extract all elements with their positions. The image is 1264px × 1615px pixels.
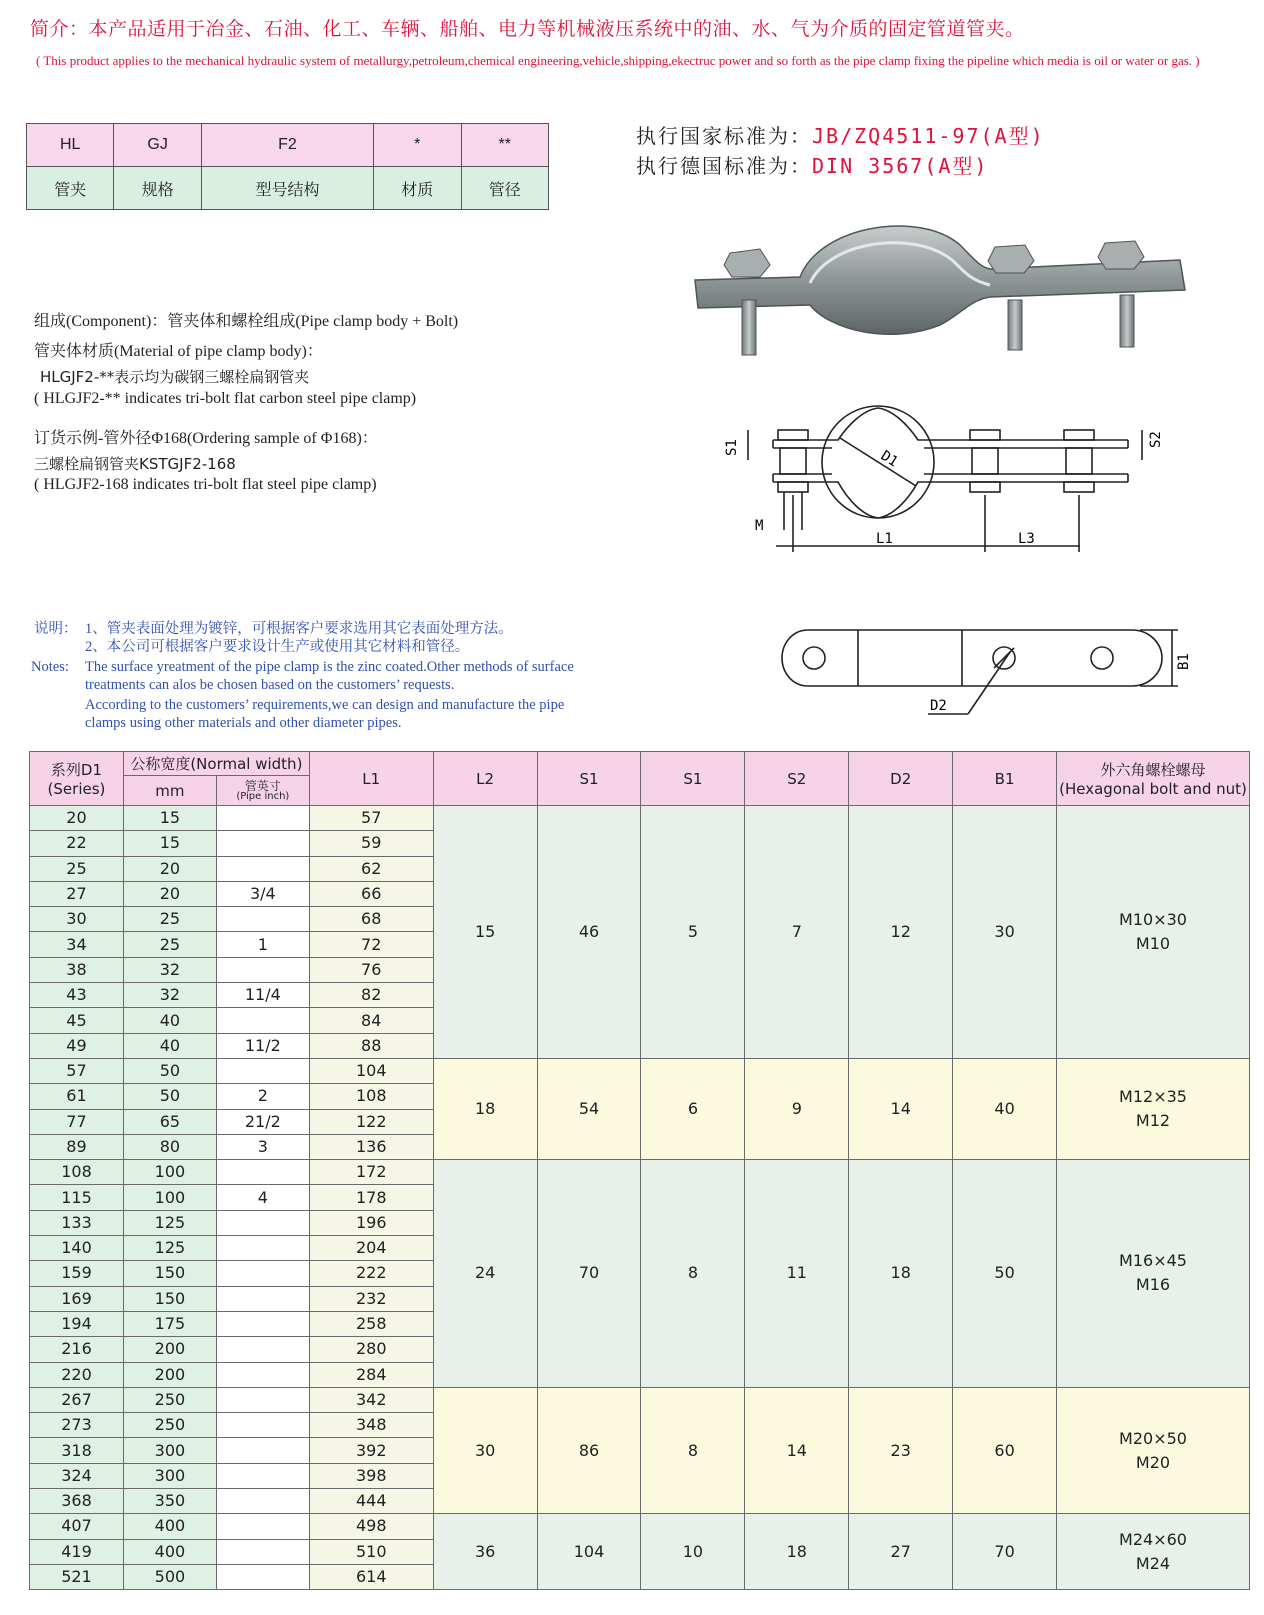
code-cell: *	[374, 124, 461, 167]
mm-cell: 15	[123, 806, 216, 831]
bolt-spec: M12×35	[1119, 1087, 1187, 1107]
series-cell: 521	[30, 1564, 124, 1589]
mm-cell: 32	[123, 957, 216, 982]
material-cn: HLGJF2-**表示均为碳钢三螺栓扁钢管夹	[40, 368, 310, 386]
l1-cell: 258	[309, 1311, 433, 1336]
inch-cell: 2	[216, 1084, 309, 1109]
l1-cell: 88	[309, 1033, 433, 1058]
l1-cell: 284	[309, 1362, 433, 1387]
series-cell: 61	[30, 1084, 124, 1109]
inch-cell: 11/4	[216, 983, 309, 1008]
series-cell: 22	[30, 831, 124, 856]
header-s1b: S1	[641, 752, 745, 806]
group-l2-cell: 30	[433, 1387, 537, 1513]
header-bolt-en: (Hexagonal bolt and nut)	[1059, 780, 1247, 798]
header-mm: mm	[123, 776, 216, 806]
group-d2-cell: 18	[849, 1160, 953, 1388]
inch-cell	[216, 1058, 309, 1083]
inch-cell: 21/2	[216, 1109, 309, 1134]
group-s1b-cell: 10	[641, 1514, 745, 1590]
label-s1: S1	[724, 439, 740, 456]
mm-cell: 50	[123, 1084, 216, 1109]
material-title: 管夹体材质(Material of pipe clamp body)：	[34, 343, 323, 360]
inch-cell	[216, 1539, 309, 1564]
bolt-spec: M16×45	[1119, 1251, 1187, 1271]
header-s1a: S1	[537, 752, 641, 806]
group-s2-cell: 18	[745, 1514, 849, 1590]
group-s1a-cell: 54	[537, 1058, 641, 1159]
l1-cell: 62	[309, 856, 433, 881]
label-s2: S2	[1148, 431, 1164, 448]
series-cell: 368	[30, 1489, 124, 1514]
label-l3: L3	[1018, 531, 1035, 547]
mm-cell: 200	[123, 1337, 216, 1362]
series-cell: 220	[30, 1362, 124, 1387]
header-series	[30, 752, 124, 806]
notes-en-4: clamps using other materials and other diameter pipes.	[85, 715, 402, 731]
group-s2-cell: 9	[745, 1058, 849, 1159]
pipe-clamp-photo	[690, 205, 1210, 380]
l1-cell: 398	[309, 1463, 433, 1488]
inch-cell	[216, 1438, 309, 1463]
meaning-cell: 管夹	[27, 167, 114, 210]
l1-cell: 178	[309, 1185, 433, 1210]
inch-cell	[216, 1337, 309, 1362]
group-s1b-cell: 6	[641, 1058, 745, 1159]
header-series-cn: 系列D1	[50, 761, 103, 779]
mm-cell: 20	[123, 881, 216, 906]
inch-cell	[216, 1463, 309, 1488]
header-inch-cn: 管英寸	[244, 778, 281, 793]
mm-cell: 15	[123, 831, 216, 856]
nut-spec: M12	[1135, 1111, 1171, 1131]
notes-en-1: The surface yreatment of the pipe clamp is the zinc coated.Other methods of surface	[85, 659, 574, 675]
label-m: M	[755, 518, 764, 534]
l1-cell: 136	[309, 1134, 433, 1159]
series-cell: 30	[30, 907, 124, 932]
label-d2: D2	[930, 698, 947, 714]
header-inch-en: (Pipe inch)	[236, 790, 290, 802]
group-b1-cell: 50	[953, 1160, 1057, 1388]
inch-cell	[216, 1311, 309, 1336]
group-d2-cell: 27	[849, 1514, 953, 1590]
group-s1b-cell: 8	[641, 1160, 745, 1388]
mm-cell: 125	[123, 1236, 216, 1261]
series-cell: 194	[30, 1311, 124, 1336]
series-cell: 169	[30, 1286, 124, 1311]
material-en: ( HLGJF2-** indicates tri-bolt flat carbon steel pipe clamp)	[34, 390, 417, 407]
bolt-spec: M20×50	[1119, 1428, 1187, 1448]
group-bolt-cell	[1057, 1160, 1250, 1388]
series-cell: 49	[30, 1033, 124, 1058]
mm-cell: 250	[123, 1387, 216, 1412]
label-b1: B1	[1176, 653, 1192, 670]
l1-cell: 68	[309, 907, 433, 932]
series-cell: 57	[30, 1058, 124, 1083]
inch-cell	[216, 1286, 309, 1311]
meaning-cell: 型号结构	[201, 167, 373, 210]
series-cell: 318	[30, 1438, 124, 1463]
series-cell: 407	[30, 1514, 124, 1539]
l1-cell: 76	[309, 957, 433, 982]
mm-cell: 300	[123, 1463, 216, 1488]
mm-cell: 350	[123, 1489, 216, 1514]
mm-cell: 150	[123, 1286, 216, 1311]
inch-cell	[216, 1564, 309, 1589]
series-cell: 108	[30, 1160, 124, 1185]
group-s1a-cell: 46	[537, 806, 641, 1059]
series-cell: 159	[30, 1261, 124, 1286]
group-b1-cell: 40	[953, 1058, 1057, 1159]
clamp-front-drawing	[724, 400, 1188, 565]
l1-cell: 104	[309, 1058, 433, 1083]
l1-cell: 614	[309, 1564, 433, 1589]
mm-cell: 32	[123, 983, 216, 1008]
l1-cell: 122	[309, 1109, 433, 1134]
order-cn: 三螺栓扁钢管夹KSTGJF2-168	[34, 455, 236, 473]
code-cell: GJ	[114, 124, 201, 167]
header-l2: L2	[433, 752, 537, 806]
l1-cell: 222	[309, 1261, 433, 1286]
series-cell: 45	[30, 1008, 124, 1033]
group-bolt-cell	[1057, 1058, 1250, 1159]
notes-en-3: According to the customers’ requirements,we can design and manufacture the pipe	[85, 697, 565, 713]
mm-cell: 40	[123, 1008, 216, 1033]
label-l1: L1	[876, 531, 893, 547]
spec-table	[29, 751, 1250, 1590]
series-cell: 25	[30, 856, 124, 881]
mm-cell: 250	[123, 1413, 216, 1438]
intro-english: ( This product applies to the mechanical hydraulic system of metallurgy,petroleum,chemical engineering,vehicle,shipping,ekectruc power and so forth as the pipe clamp fixing the pipeline which media is oil or water or gas. )	[36, 53, 1200, 68]
series-cell: 77	[30, 1109, 124, 1134]
nut-spec: M24	[1135, 1553, 1171, 1573]
table-row	[30, 1387, 1250, 1412]
notes-en-label: Notes:	[31, 659, 69, 675]
national-standard	[636, 120, 1045, 149]
inch-cell	[216, 1413, 309, 1438]
group-d2-cell: 23	[849, 1387, 953, 1513]
series-cell: 133	[30, 1210, 124, 1235]
label-d1: D1	[877, 447, 901, 471]
bolt-spec: M10×30	[1119, 909, 1187, 929]
group-d2-cell: 12	[849, 806, 953, 1059]
table-row	[30, 1514, 1250, 1539]
group-bolt-cell	[1057, 1514, 1250, 1590]
code-cell: HL	[27, 124, 114, 167]
l1-cell: 232	[309, 1286, 433, 1311]
nut-spec: M10	[1135, 933, 1171, 953]
notes-cn-2: 2、本公司可根据客户要求设计生产或使用其它材料和管径。	[85, 639, 470, 655]
bolt-spec: M24×60	[1119, 1529, 1187, 1549]
mm-cell: 50	[123, 1058, 216, 1083]
group-s1b-cell: 8	[641, 1387, 745, 1513]
mm-cell: 200	[123, 1362, 216, 1387]
mm-cell: 25	[123, 932, 216, 957]
order-title: 订货示例-管外径Φ168(Ordering sample of Φ168)：	[34, 430, 378, 447]
group-bolt-cell	[1057, 1387, 1250, 1513]
inch-cell: 3	[216, 1134, 309, 1159]
inch-cell	[216, 1008, 309, 1033]
l1-cell: 498	[309, 1514, 433, 1539]
series-cell: 216	[30, 1337, 124, 1362]
l1-cell: 444	[309, 1489, 433, 1514]
header-inch	[216, 776, 309, 806]
l1-cell: 280	[309, 1337, 433, 1362]
spec-table-body	[30, 806, 1250, 1590]
l1-cell: 82	[309, 983, 433, 1008]
german-standard-value: DIN 3567(A型)	[812, 154, 989, 178]
header-d2: D2	[849, 752, 953, 806]
inch-cell	[216, 831, 309, 856]
series-cell: 34	[30, 932, 124, 957]
inch-cell	[216, 1210, 309, 1235]
inch-cell	[216, 1362, 309, 1387]
inch-cell	[216, 1387, 309, 1412]
group-bolt-cell	[1057, 806, 1250, 1059]
series-cell: 419	[30, 1539, 124, 1564]
l1-cell: 204	[309, 1236, 433, 1261]
series-cell: 27	[30, 881, 124, 906]
order-en: ( HLGJF2-168 indicates tri-bolt flat steel pipe clamp)	[34, 476, 377, 493]
series-cell: 20	[30, 806, 124, 831]
group-d2-cell: 14	[849, 1058, 953, 1159]
l1-cell: 510	[309, 1539, 433, 1564]
header-bolt-cn: 外六角螺栓螺母	[1100, 761, 1206, 779]
l1-cell: 172	[309, 1160, 433, 1185]
inch-cell: 1	[216, 932, 309, 957]
group-l2-cell: 15	[433, 806, 537, 1059]
inch-cell	[216, 1489, 309, 1514]
mm-cell: 400	[123, 1539, 216, 1564]
series-cell: 38	[30, 957, 124, 982]
series-cell: 140	[30, 1236, 124, 1261]
inch-cell: 3/4	[216, 881, 309, 906]
meaning-cell: 管径	[461, 167, 548, 210]
code-cell: **	[461, 124, 548, 167]
header-s2: S2	[745, 752, 849, 806]
table-row	[30, 806, 1250, 831]
national-standard-value: JB/ZQ4511-97(A型)	[812, 124, 1045, 148]
header-series-en: (Series)	[47, 780, 106, 798]
nut-spec: M16	[1135, 1275, 1171, 1295]
mm-cell: 80	[123, 1134, 216, 1159]
group-s1a-cell: 70	[537, 1160, 641, 1388]
notes-cn-1: 1、管夹表面处理为镀锌，可根据客户要求选用其它表面处理方法。	[85, 621, 513, 637]
group-s2-cell: 11	[745, 1160, 849, 1388]
mm-cell: 500	[123, 1564, 216, 1589]
l1-cell: 59	[309, 831, 433, 856]
l1-cell: 108	[309, 1084, 433, 1109]
l1-cell: 348	[309, 1413, 433, 1438]
inch-cell	[216, 1236, 309, 1261]
clamp-plan-drawing	[780, 618, 1192, 728]
mm-cell: 300	[123, 1438, 216, 1463]
header-nominal: 公称宽度(Normal width)	[123, 752, 309, 776]
l1-cell: 342	[309, 1387, 433, 1412]
header-l1: L1	[309, 752, 433, 806]
inch-cell	[216, 1160, 309, 1185]
l1-cell: 196	[309, 1210, 433, 1235]
mm-cell: 150	[123, 1261, 216, 1286]
group-b1-cell: 30	[953, 806, 1057, 1059]
mm-cell: 175	[123, 1311, 216, 1336]
group-s1a-cell: 104	[537, 1514, 641, 1590]
national-standard-label: 执行国家标准为：	[636, 124, 812, 148]
model-code-table	[26, 123, 549, 210]
mm-cell: 40	[123, 1033, 216, 1058]
intro-chinese: 简介：本产品适用于冶金、石油、化工、车辆、船舶、电力等机械液压系统中的油、水、气为介质的固定管道管夹。	[30, 18, 1025, 40]
group-s2-cell: 7	[745, 806, 849, 1059]
mm-cell: 20	[123, 856, 216, 881]
header-b1: B1	[953, 752, 1057, 806]
group-b1-cell: 60	[953, 1387, 1057, 1513]
l1-cell: 72	[309, 932, 433, 957]
meaning-cell: 材质	[374, 167, 461, 210]
inch-cell	[216, 1514, 309, 1539]
group-b1-cell: 70	[953, 1514, 1057, 1590]
mm-cell: 100	[123, 1160, 216, 1185]
mm-cell: 100	[123, 1185, 216, 1210]
group-l2-cell: 18	[433, 1058, 537, 1159]
table-row	[30, 1058, 1250, 1083]
inch-cell	[216, 1261, 309, 1286]
group-s1b-cell: 5	[641, 806, 745, 1059]
l1-cell: 57	[309, 806, 433, 831]
header-bolt	[1057, 752, 1250, 806]
inch-cell	[216, 856, 309, 881]
group-l2-cell: 36	[433, 1514, 537, 1590]
l1-cell: 392	[309, 1438, 433, 1463]
component-text: 组成(Component)：管夹体和螺栓组成(Pipe clamp body + Bolt)	[34, 313, 459, 330]
series-cell: 324	[30, 1463, 124, 1488]
group-s2-cell: 14	[745, 1387, 849, 1513]
meaning-cell: 规格	[114, 167, 201, 210]
code-cell: F2	[201, 124, 373, 167]
l1-cell: 84	[309, 1008, 433, 1033]
inch-cell: 4	[216, 1185, 309, 1210]
series-cell: 43	[30, 983, 124, 1008]
table-row	[30, 1160, 1250, 1185]
group-l2-cell: 24	[433, 1160, 537, 1388]
mm-cell: 25	[123, 907, 216, 932]
group-s1a-cell: 86	[537, 1387, 641, 1513]
series-cell: 115	[30, 1185, 124, 1210]
inch-cell	[216, 806, 309, 831]
series-cell: 267	[30, 1387, 124, 1412]
mm-cell: 65	[123, 1109, 216, 1134]
mm-cell: 125	[123, 1210, 216, 1235]
notes-en-2: treatments can alos be chosen based on the customers’ requests.	[85, 677, 455, 693]
german-standard-label: 执行德国标准为：	[636, 154, 812, 178]
german-standard	[636, 150, 988, 179]
notes-cn-label: 说明：	[34, 621, 78, 637]
nut-spec: M20	[1135, 1452, 1171, 1472]
inch-cell	[216, 957, 309, 982]
series-cell: 273	[30, 1413, 124, 1438]
inch-cell: 11/2	[216, 1033, 309, 1058]
inch-cell	[216, 907, 309, 932]
series-cell: 89	[30, 1134, 124, 1159]
l1-cell: 66	[309, 881, 433, 906]
mm-cell: 400	[123, 1514, 216, 1539]
